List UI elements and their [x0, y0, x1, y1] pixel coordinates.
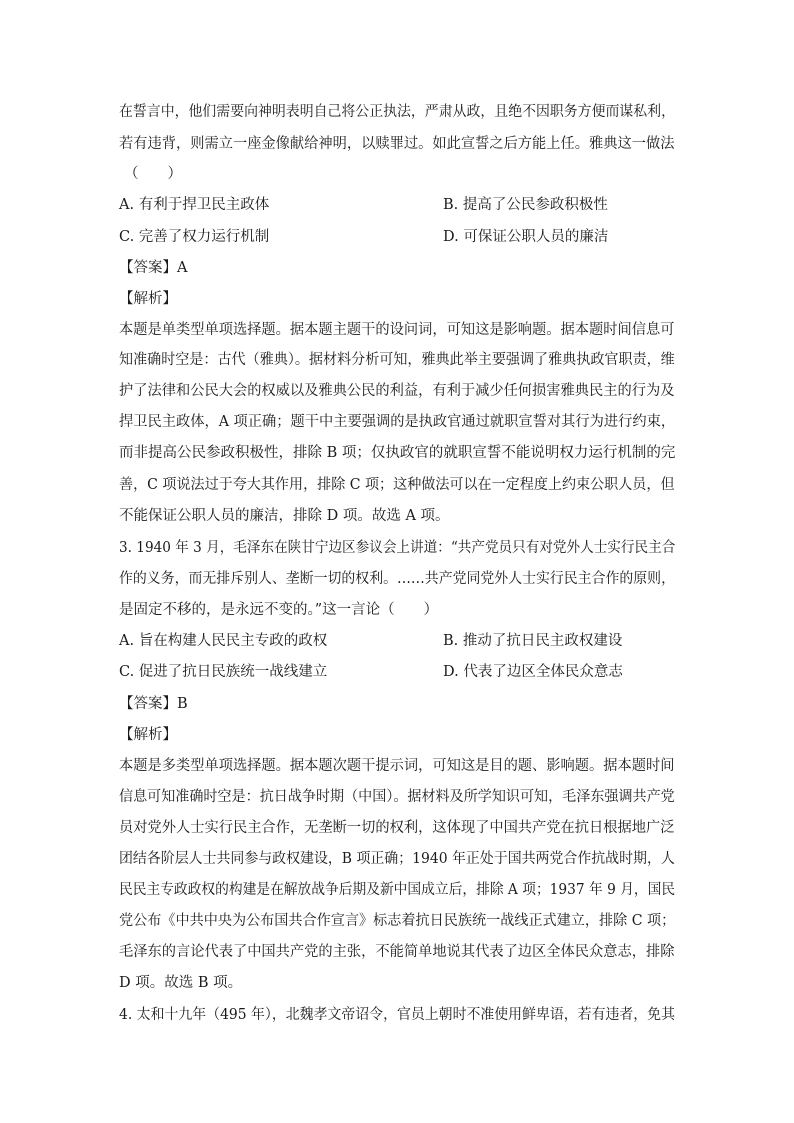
q2-stem-line-2: 若有违背，则需立一座金像献给神明，以赎罪过。如此宣誓之后方能上任。雅典这一做法 — [119, 136, 675, 152]
q3-analysis-heading: 【解析】 — [119, 727, 177, 743]
q2-analysis-line-5: 而非提高公民参政积极性，排除 B 项；仅执政官的就职宣誓不能说明权力运行机制的完 — [119, 445, 676, 461]
q2-option-c: C. 完善了权力运行机制 — [119, 229, 270, 245]
q2-analysis-heading: 【解析】 — [119, 291, 177, 307]
q3-analysis-line-2: 信息可知准确时空是：抗日战争时期（中国）。据材料及所学知识可知，毛泽东强调共产党 — [119, 789, 675, 805]
q2-analysis-line-2: 知准确时空是：古代（雅典）。据材料分析可知，雅典此举主要强调了雅典执政官职责，维 — [119, 352, 675, 368]
q2-analysis-line-4: 捍卫民主政体，A 项正确；题干中主要强调的是执政官通过就职宣誓对其行为进行约束， — [119, 414, 676, 430]
q2-stem-line-3: （ ） — [124, 166, 182, 182]
q3-stem-line-1: 3. 1940 年 3 月，毛泽东在陕甘宁边区参议会上讲道：“共产党员只有对党外人士实行民主合 — [119, 540, 676, 556]
q3-answer: 【答案】B — [119, 696, 188, 712]
q3-analysis-line-7: 毛泽东的言论代表了中国共产党的主张，不能简单地说其代表了边区全体民众意志，排除 — [119, 944, 675, 960]
q3-stem-line-2: 作的义务，而无排斥别人、垄断一切的权利。……共产党同党外人士实行民主合作的原则， — [119, 571, 675, 587]
q3-analysis-line-6: 党公布《中共中央为公布国共合作宣言》标志着抗日民族统一战线正式建立，排除 C 项； — [119, 913, 676, 929]
q2-answer: 【答案】A — [119, 260, 188, 276]
q2-analysis-line-6: 善，C 项说法过于夸大其作用，排除 C 项；这种做法可以在一定程度上约束公职人员，但 — [119, 477, 675, 493]
q3-option-b: B. 推动了抗日民主政权建设 — [443, 633, 623, 649]
q3-stem-line-3: 是固定不移的，是永远不变的。”这一言论（ ） — [119, 602, 439, 618]
q3-analysis-line-4: 团结各阶层人士共同参与政权建设，B 项正确；1940 年正处于国共两党合作抗战时期，人 — [119, 851, 675, 867]
q3-analysis-line-3: 员对党外人士实行民主合作，无垄断一切的权利，这体现了中国共产党在抗日根据地广泛 — [119, 820, 675, 836]
q3-analysis-line-1: 本题是多类型单项选择题。据本题次题干提示词，可知这是目的题、影响题。据本题时间 — [119, 758, 675, 774]
q3-analysis-line-5: 民民主专政政权的构建是在解放战争后期及新中国成立后，排除 A 项；1937 年 9 月，国民 — [119, 882, 676, 898]
q3-option-d: D. 代表了边区全体民众意志 — [443, 664, 623, 680]
q3-option-c: C. 促进了抗日民族统一战线建立 — [119, 664, 328, 680]
q2-analysis-line-7: 不能保证公职人员的廉洁，排除 D 项。故选 A 项。 — [119, 508, 450, 524]
q2-option-b: B. 提高了公民参政积极性 — [443, 197, 608, 213]
q2-option-d: D. 可保证公职人员的廉洁 — [443, 229, 609, 245]
q4-stem-line-1: 4. 太和十九年（495 年），北魏孝文帝诏令，官员上朝时不准使用鲜卑语，若有违者，免其 — [119, 1007, 675, 1023]
q3-analysis-line-8: D 项。故选 B 项。 — [119, 975, 243, 991]
q2-analysis-line-1: 本题是单类型单项选择题。据本题主题干的设问词，可知这是影响题。据本题时间信息可 — [119, 322, 675, 338]
q3-option-a: A. 旨在构建人民民主专政的政权 — [119, 633, 328, 649]
q2-option-a: A. 有利于捍卫民主政体 — [119, 197, 270, 213]
q2-analysis-line-3: 护了法律和公民大会的权威以及雅典公民的利益，有利于减少任何损害雅典民主的行为及 — [119, 383, 675, 399]
q2-stem-line-1: 在誓言中，他们需要向神明表明自己将公正执法，严肃从政，且绝不因职务方便而谋私利， — [119, 104, 675, 120]
